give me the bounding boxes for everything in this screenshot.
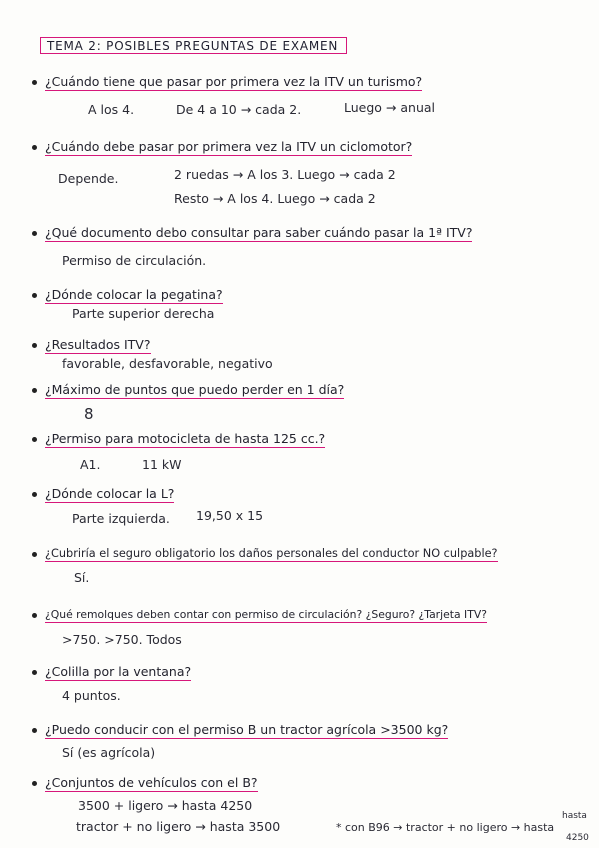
answer-text: 11 kW xyxy=(142,457,182,472)
question-6 xyxy=(32,382,344,397)
bullet-icon xyxy=(32,388,37,393)
question-text: ¿Cuándo tiene que pasar por primera vez la ITV un turismo? xyxy=(45,74,423,89)
answer-text: * con B96 → tractor + no ligero → hasta xyxy=(336,821,555,834)
question-12 xyxy=(32,722,448,737)
answer-text: Depende. xyxy=(58,171,119,186)
question-text: ¿Cubriría el seguro obligatorio los daños personales del conductor NO culpable? xyxy=(45,547,498,560)
answer-text: 3500 + ligero → hasta 4250 xyxy=(78,798,253,813)
answer-text: A1. xyxy=(80,457,101,472)
question-10 xyxy=(32,608,487,621)
answer-text: tractor + no ligero → hasta 3500 xyxy=(76,819,281,834)
bullet-icon xyxy=(32,231,37,236)
bullet-icon xyxy=(32,728,37,733)
bullet-icon xyxy=(32,613,37,618)
answer-text: 2 ruedas → A los 3. Luego → cada 2 xyxy=(174,167,396,182)
answer-text: Luego → anual xyxy=(344,100,435,115)
answer-text: Parte izquierda. xyxy=(72,511,170,526)
answer-text: favorable, desfavorable, negativo xyxy=(62,356,273,371)
answer-text: Sí. xyxy=(74,570,90,585)
answer-text: Sí (es agrícola) xyxy=(62,745,156,760)
question-text: ¿Máximo de puntos que puedo perder en 1 día? xyxy=(45,382,345,397)
answer-text: Permiso de circulación. xyxy=(62,253,207,268)
question-text: ¿Dónde colocar la pegatina? xyxy=(45,287,223,302)
question-text: ¿Dónde colocar la L? xyxy=(45,486,175,501)
answer-text: 19,50 x 15 xyxy=(196,508,264,523)
question-3 xyxy=(32,225,472,240)
page-title: TEMA 2: POSIBLES PREGUNTAS DE EXAMEN xyxy=(40,37,347,54)
answer-text: Resto → A los 4. Luego → cada 2 xyxy=(174,191,376,206)
bullet-icon xyxy=(32,145,37,150)
question-7 xyxy=(32,431,325,446)
answer-text: 4 puntos. xyxy=(62,688,121,703)
question-13 xyxy=(32,775,258,790)
question-text: ¿Cuándo debe pasar por primera vez la ITV un ciclomotor? xyxy=(45,139,413,154)
question-4 xyxy=(32,287,223,302)
bullet-icon xyxy=(32,293,37,298)
question-1 xyxy=(32,74,422,89)
question-text: ¿Permiso para motocicleta de hasta 125 cc.? xyxy=(45,431,326,446)
bullet-icon xyxy=(32,343,37,348)
bullet-icon xyxy=(32,552,37,557)
answer-text: A los 4. xyxy=(88,102,135,117)
answer-note: 4250 xyxy=(566,833,589,843)
answer-note: hasta xyxy=(562,811,587,821)
answer-text: De 4 a 10 → cada 2. xyxy=(176,102,302,117)
bullet-icon xyxy=(32,437,37,442)
question-11 xyxy=(32,664,191,679)
answer-text: >750. >750. Todos xyxy=(62,632,182,647)
question-text: ¿Colilla por la ventana? xyxy=(45,664,192,679)
question-text: ¿Qué remolques deben contar con permiso de circulación? ¿Seguro? ¿Tarjeta ITV? xyxy=(45,608,487,621)
question-9 xyxy=(32,547,498,560)
question-8 xyxy=(32,486,174,501)
question-text: ¿Puedo conducir con el permiso B un tractor agrícola >3500 kg? xyxy=(45,722,449,737)
answer-text: 8 xyxy=(84,405,94,423)
bullet-icon xyxy=(32,781,37,786)
question-2 xyxy=(32,139,412,154)
question-text: ¿Resultados ITV? xyxy=(45,337,151,352)
bullet-icon xyxy=(32,670,37,675)
question-text: ¿Conjuntos de vehículos con el B? xyxy=(45,775,258,790)
question-5 xyxy=(32,337,151,352)
question-text: ¿Qué documento debo consultar para saber cuándo pasar la 1ª ITV? xyxy=(45,225,473,240)
bullet-icon xyxy=(32,492,37,497)
answer-text: Parte superior derecha xyxy=(72,306,215,321)
bullet-icon xyxy=(32,80,37,85)
